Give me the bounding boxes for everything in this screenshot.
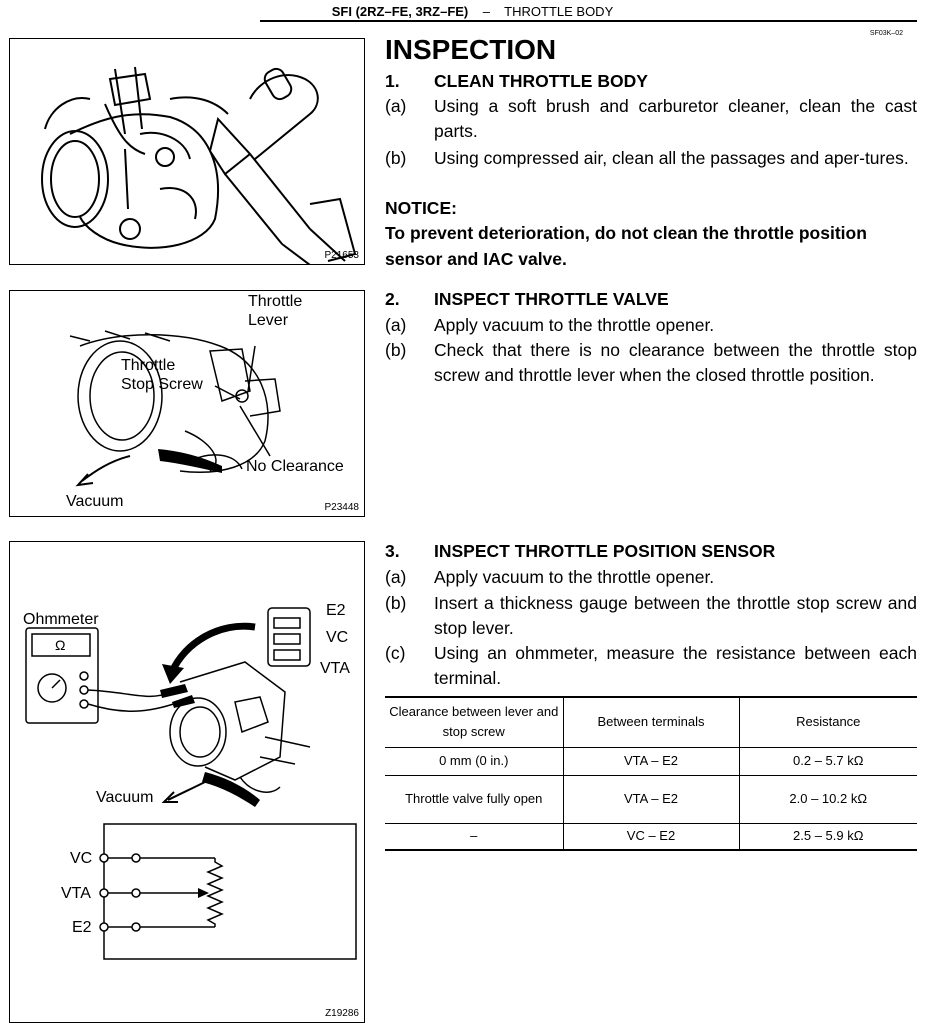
label-ohm-symbol: Ω [55,637,66,653]
step-1-item-b: (b) Using compressed air, clean all the passages and aper-tures. [385,148,909,168]
table-cell: 2.5 – 5.9 kΩ [739,823,917,850]
label-throttle-lever: Throttle Lever [248,293,303,329]
throttle-valve-illustration [10,291,365,517]
step-3-item-a: (a) Apply vacuum to the throttle opener. [385,567,715,587]
label-vc-schematic: VC [70,850,93,867]
resistance-spec-table [385,696,917,851]
table-header-cell: Between terminals [563,697,739,747]
step-2-title: 2. INSPECT THROTTLE VALVE [385,289,669,309]
table-cell: VC – E2 [563,823,739,850]
label-e2-schematic: E2 [72,919,92,936]
figure-inspect-throttle-position-sensor [9,541,365,1023]
figure-id: Z19286 [325,1008,359,1019]
figure-inspect-throttle-valve [9,290,365,517]
step-3-title: 3. INSPECT THROTTLE POSITION SENSOR [385,541,776,561]
label-ohmmeter: Ohmmeter [23,611,99,628]
table-cell: 0.2 – 5.7 kΩ [739,747,917,775]
step-2-item-a: (a) Apply vacuum to the throttle opener. [385,315,715,335]
label-throttle-stop-screw: Throttle Stop Screw [121,357,203,393]
step-3-item-c: (c) Using an ohmmeter, measure the resistance between each terminal. [385,643,917,688]
table-header-cell: Clearance between lever and stop screw [385,697,563,747]
table-header-row [385,697,917,747]
label-e2-connector: E2 [326,602,346,619]
label-no-clearance: No Clearance [246,458,344,475]
table-cell: VTA – E2 [563,747,739,775]
header-section: THROTTLE BODY [504,4,614,19]
notice-title: NOTICE: [385,198,457,218]
table-row [385,823,917,850]
table-cell: VTA – E2 [563,775,739,823]
document-code: SF03K–02 [869,30,903,37]
header-rule [260,20,917,22]
step-1-title: 1. CLEAN THROTTLE BODY [385,71,648,91]
label-vta-schematic: VTA [61,885,91,902]
figure-clean-throttle-body [9,38,365,265]
notice-text: To prevent deterioration, do not clean the throttle position sensor and IAC valve. [385,223,867,269]
figure-id: P21653 [324,250,359,261]
table-cell: 0 mm (0 in.) [385,747,563,775]
page-header [0,0,945,22]
table-header-cell: Resistance [739,697,917,747]
label-vacuum: Vacuum [96,789,154,806]
step-1-item-a: (a) Using a soft brush and carburetor cleaner, clean the cast parts. [385,96,917,141]
table-cell: – [385,823,563,850]
table-cell: Throttle valve fully open [385,775,563,823]
table-row [385,747,917,775]
table-row [385,775,917,823]
throttle-body-cleaning-illustration [10,39,365,265]
page-title: INSPECTION [385,34,557,65]
step-3-item-b: (b) Insert a thickness gauge between the throttle stop screw and stop lever. [385,593,917,638]
label-vacuum: Vacuum [66,493,124,510]
header-separator: – [482,4,490,19]
figure-id: P23448 [324,502,359,513]
label-vta-connector: VTA [320,660,350,677]
label-vc-connector: VC [326,629,349,646]
step-2-item-b: (b) Check that there is no clearance between the throttle stop screw and throttle lever when the closed throttle position. [385,340,917,385]
header-model: SFI (2RZ–FE, 3RZ–FE) [331,4,469,19]
table-cell: 2.0 – 10.2 kΩ [739,775,917,823]
